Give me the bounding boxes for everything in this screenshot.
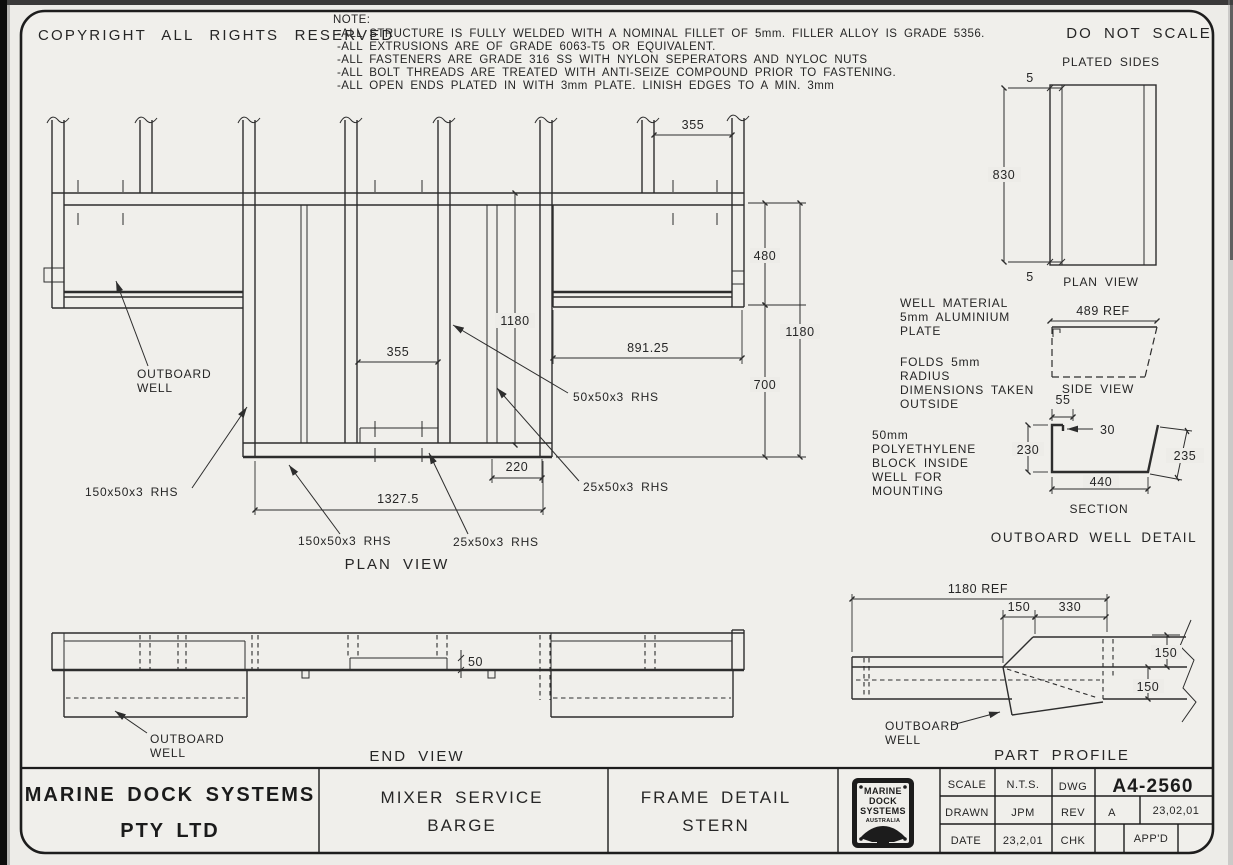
drawn-label: DRAWN xyxy=(945,807,989,819)
dim-235: 235 xyxy=(1173,449,1197,463)
svg-text:BLOCK INSIDE: BLOCK INSIDE xyxy=(872,456,969,470)
svg-text:POLYETHYLENE: POLYETHYLENE xyxy=(872,442,977,456)
dim-891: 891.25 xyxy=(627,341,669,355)
label-outboard-well: OUTBOARD xyxy=(150,732,225,746)
plated-plan-view-title: PLAN VIEW xyxy=(1063,275,1139,289)
dim-700: 700 xyxy=(753,378,777,392)
dim-330: 330 xyxy=(1058,600,1082,614)
rev-date: 23,02,01 xyxy=(1152,805,1200,817)
copyright-text: COPYRIGHT ALL RIGHTS RESERVED xyxy=(38,27,395,44)
scale-label: SCALE xyxy=(947,779,987,791)
note-line: -ALL FASTENERS ARE GRADE 316 SS WITH NYLON SEPERATORS AND NYLOC NUTS xyxy=(337,54,868,66)
dim-150-c: 150 xyxy=(1136,680,1160,694)
company-name: MARINE DOCK SYSTEMS xyxy=(24,784,316,806)
drawing-title: FRAME DETAIL xyxy=(640,788,792,807)
svg-text:RADIUS: RADIUS xyxy=(900,369,951,383)
dim-50: 50 xyxy=(468,655,484,669)
svg-text:AUSTRALIA: AUSTRALIA xyxy=(865,818,901,824)
dim-830: 830 xyxy=(992,168,1016,182)
plated-sides-label: PLATED SIDES xyxy=(1062,55,1160,69)
well-material-note: WELL MATERIAL xyxy=(900,296,1009,310)
poly-block-note: 50mm xyxy=(872,428,909,442)
dim-5-top: 5 xyxy=(1026,71,1034,85)
dim-1180-ref: 1180 REF xyxy=(947,582,1009,596)
svg-text:WELL: WELL xyxy=(150,746,186,760)
dim-1180-right: 1180 xyxy=(785,325,815,339)
part-profile-title: PART PROFILE xyxy=(994,747,1130,764)
side-view-title: SIDE VIEW xyxy=(1061,382,1135,396)
dim-220: 220 xyxy=(505,460,529,474)
dim-230: 230 xyxy=(1016,443,1040,457)
drawn-value: JPM xyxy=(1011,807,1035,819)
dim-440: 440 xyxy=(1089,475,1113,489)
label-rhs-50: 50x50x3 RHS xyxy=(573,390,659,404)
label-rhs-150-bottom: 150x50x3 RHS xyxy=(298,534,392,548)
dim-5-bottom: 5 xyxy=(1026,270,1034,284)
label-rhs-25-bottom: 25x50x3 RHS xyxy=(453,535,539,549)
label-rhs-150-left: 150x50x3 RHS xyxy=(85,485,179,499)
svg-text:WELL FOR: WELL FOR xyxy=(872,470,943,484)
dim-150-a: 150 xyxy=(1007,600,1031,614)
note-line: -ALL STRUCTURE IS FULLY WELDED WITH A NOMINAL FILLET OF 5mm. FILLER ALLOY IS GRADE 5356. xyxy=(337,28,985,40)
do-not-scale-text: DO NOT SCALE xyxy=(1066,25,1212,42)
svg-text:PLATE: PLATE xyxy=(900,324,942,338)
dwg-number: A4-2560 xyxy=(1112,776,1194,797)
notes-title: NOTE: xyxy=(333,14,371,26)
project-title: BARGE xyxy=(427,816,497,835)
dim-355-mid: 355 xyxy=(386,345,410,359)
label-outboard-well: WELL xyxy=(137,381,173,395)
date-value: 23,2,01 xyxy=(1002,835,1044,847)
svg-text:DOCK: DOCK xyxy=(868,796,898,806)
company-logo-icon xyxy=(852,778,914,848)
dim-355-top: 355 xyxy=(681,118,705,132)
scale-value: N.T.S. xyxy=(1006,779,1040,791)
dim-30: 30 xyxy=(1100,423,1116,437)
plan-view-title: PLAN VIEW xyxy=(344,556,450,573)
outboard-well-detail-title: OUTBOARD WELL DETAIL xyxy=(990,530,1198,545)
dwg-label: DWG xyxy=(1058,781,1088,793)
dim-150-b: 150 xyxy=(1154,646,1178,660)
chk-label: CHK xyxy=(1060,835,1086,847)
label-rhs-25-right: 25x50x3 RHS xyxy=(583,480,669,494)
rev-value: A xyxy=(1108,807,1116,819)
svg-text:SYSTEMS: SYSTEMS xyxy=(860,806,906,816)
note-line: -ALL EXTRUSIONS ARE OF GRADE 6063-T5 OR EQUIVALENT. xyxy=(337,41,716,53)
dim-55: 55 xyxy=(1055,393,1071,407)
svg-text:MOUNTING: MOUNTING xyxy=(872,484,944,498)
svg-text:WELL: WELL xyxy=(885,733,921,747)
dim-1180-mid: 1180 xyxy=(500,314,530,328)
project-title: MIXER SERVICE xyxy=(380,788,544,807)
label-outboard-well: OUTBOARD xyxy=(137,367,212,381)
svg-text:5mm ALUMINIUM: 5mm ALUMINIUM xyxy=(900,310,1011,324)
appd-label: APP'D xyxy=(1133,833,1169,845)
note-line: -ALL OPEN ENDS PLATED IN WITH 3mm PLATE. LINISH EDGES TO A MIN. 3mm xyxy=(337,80,835,92)
svg-text:DIMENSIONS TAKEN: DIMENSIONS TAKEN xyxy=(900,383,1035,397)
date-label: DATE xyxy=(950,835,982,847)
folds-note: FOLDS 5mm xyxy=(900,355,981,369)
dim-1327: 1327.5 xyxy=(377,492,419,506)
company-name: PTY LTD xyxy=(120,820,220,842)
end-view-title: END VIEW xyxy=(369,748,465,765)
label-outboard-well: OUTBOARD xyxy=(885,719,960,733)
dim-489-ref: 489 REF xyxy=(1076,304,1130,318)
section-title: SECTION xyxy=(1069,502,1129,516)
note-line: -ALL BOLT THREADS ARE TREATED WITH ANTI-SEIZE COMPOUND PRIOR TO FASTENING. xyxy=(337,67,897,79)
svg-text:MARINE: MARINE xyxy=(864,786,902,796)
svg-text:OUTSIDE: OUTSIDE xyxy=(900,397,959,411)
dim-480: 480 xyxy=(753,249,777,263)
drawing-title: STERN xyxy=(682,816,750,835)
rev-label: REV xyxy=(1060,807,1086,819)
